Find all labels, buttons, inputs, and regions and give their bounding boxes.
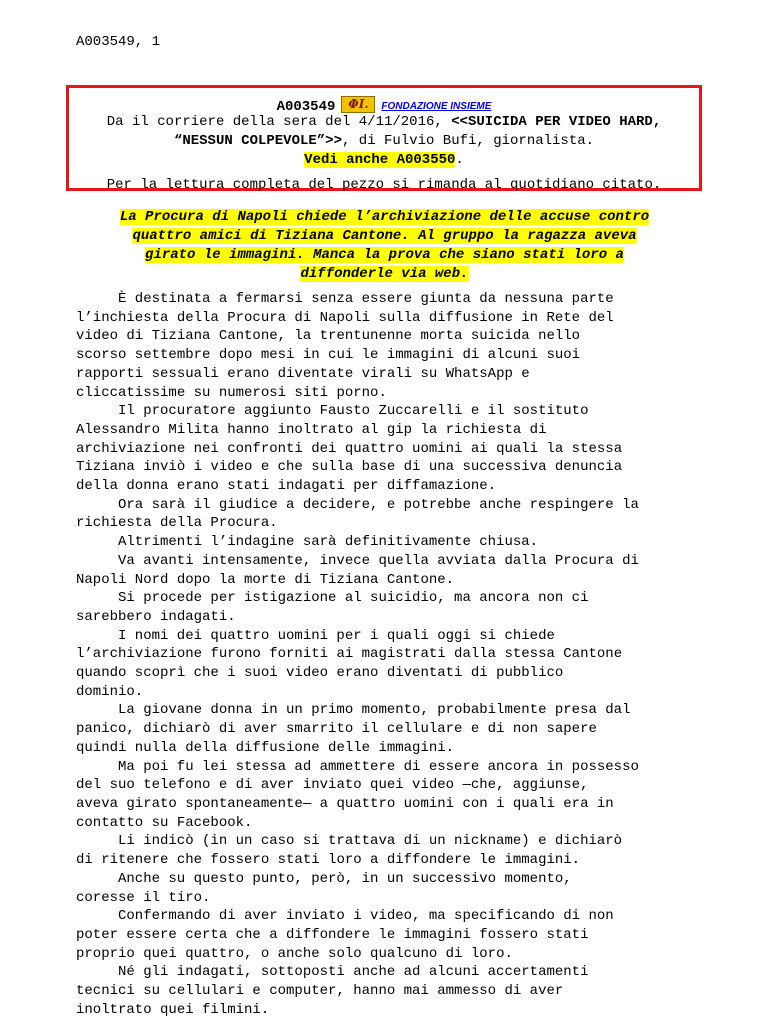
citation-source-line <box>69 114 699 130</box>
paragraph: Confermando di aver inviato i video, ma specificando di non poter essere certa che a diffondere le immagini fossero stati proprio quei quattro, o anche solo qualcuno di loro. <box>76 908 614 962</box>
paragraph: La giovane donna in un primo momento, probabilmente presa dal panico, dichiarò di aver smarrito il cellulare e di non sapere quindi nulla della diffusione delle immagini. <box>76 702 631 756</box>
paragraph: Ora sarà il giudice a decidere, e potrebbe anche respingere la richiesta della Procura. <box>76 496 639 532</box>
source-prefix: Da il corriere della sera del 4/11/2016, <box>106 114 452 130</box>
paragraph: Si procede per istigazione al suicidio, ma ancora non ci sarebbero indagati. <box>76 590 589 625</box>
paragraph: Né gli indagati, sottoposti anche ad alcuni accertamenti tecnici su cellulari e computer, hanno mai ammesso di aver inoltrato quei filmini. <box>76 964 589 1018</box>
lead-summary <box>76 208 693 284</box>
article-title-part2: “NESSUN COLPEVOLE”>> <box>173 133 342 149</box>
paragraph: I nomi dei quattro uomini per i quali oggi si chiede l’archiviazione furono forniti ai magistrati dalla stessa Cantone quando scoprì che i suoi video erano diventati di pubblico dominio. <box>76 627 623 700</box>
paragraph: Ma poi fu lei stessa ad ammettere di essere ancora in possesso del suo telefono e di aver inviato quei video —che, aggiunse, aveva girato spontaneamente— a quattro uomini con i quali era in contatto su Facebook. <box>76 758 639 831</box>
article-title-part1: <<SUICIDA PER VIDEO HARD, <box>451 114 662 130</box>
see-also-line: Vedi anche A003550. <box>304 152 464 168</box>
citation-box <box>66 85 702 191</box>
paragraph: Li indicò (in un caso si trattava di un nickname) e dichiarò di ritenere che fossero stati loro a diffondere le immagini. <box>76 833 623 869</box>
lead-line: diffonderle via web. <box>300 266 469 282</box>
author: , di Fulvio Bufi, giornalista. <box>341 133 595 149</box>
citation-code-line <box>69 96 699 115</box>
lead-line: La Procura di Napoli chiede l’archiviazione delle accuse contro <box>119 209 650 225</box>
page-header-id: A003549, 1 <box>76 34 161 50</box>
paragraph: È destinata a fermarsi senza essere giunta da nessuna parte l’inchiesta della Procura di Napoli sulla diffusione in Rete del video di Tiziana Cantone, la trentunenne morta suicida nello scorso settembre dopo mesi in cui le immagini di alcuni suoi rapporti sessuali erano diventate virali su WhatsApp e cliccatissime su numerosi siti porno. <box>76 291 614 401</box>
lead-line: girato le immagini. Manca la prova che siano stati loro a <box>145 247 624 263</box>
citation-code: A003549 <box>276 99 336 115</box>
article-body <box>76 290 716 1019</box>
see-also-link[interactable]: Vedi anche A003550 <box>304 152 456 168</box>
fondazione-insieme-logo-icon: ΦI. <box>341 96 375 113</box>
reading-note: Per la lettura completa del pezzo si rimanda al quotidiano citato. <box>106 177 662 193</box>
foundation-link[interactable]: FONDAZIONE INSIEME <box>381 101 492 112</box>
paragraph: Altrimenti l’indagine sarà definitivamente chiusa. <box>118 534 539 551</box>
lead-line: quattro amici di Tiziana Cantone. Al gruppo la ragazza aveva <box>132 228 637 244</box>
paragraph: Il procuratore aggiunto Fausto Zuccarelli e il sostituto Alessandro Milita hanno inoltrato al gip la richiesta di archiviazione nei confronti dei quattro uomini ai quali la stessa Tiziana inviò i video e che sulla base di una successiva denuncia della donna erano stati indagati per diffamazione. <box>76 403 623 495</box>
paragraph: Va avanti intensamente, invece quella avviata dalla Procura di Napoli Nord dopo la morte di Tiziana Cantone. <box>76 552 639 588</box>
citation-author-line <box>69 133 699 149</box>
paragraph: Anche su questo punto, però, in un successivo momento, coresse il tiro. <box>76 870 572 906</box>
